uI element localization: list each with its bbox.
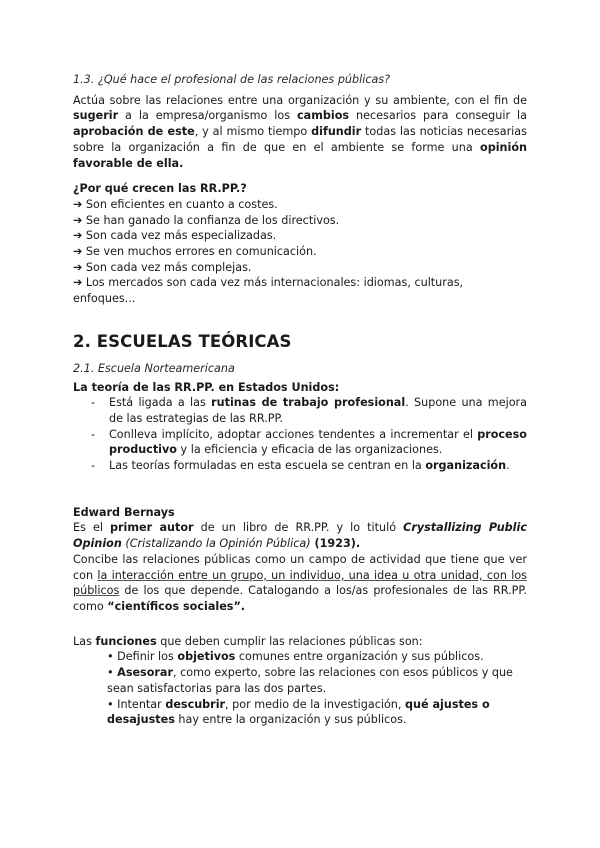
text-run: que deben cumplir las relaciones públicas son: [156, 634, 423, 648]
text-run: , como experto, sobre las relaciones con esos públicos y que sean satisfactorias para las dos partes. [107, 666, 513, 695]
text-run: Las [73, 634, 96, 648]
book-title-translation: (Cristalizando la Opinión Pública) [125, 537, 311, 551]
text-run: hay entre la organización y sus públicos. [174, 713, 407, 727]
section-2-heading: 2. ESCUELAS TEÓRICAS [73, 331, 292, 351]
text-run: • Definir los [107, 650, 178, 664]
bold-run: qué ajustes o desajustes [107, 697, 490, 727]
book-year: (1923). [310, 537, 361, 551]
list-item: ➔ Son cada vez más complejas. [73, 260, 252, 274]
list-item [91, 395, 527, 426]
text-run: necesarios para conseguir la [349, 109, 528, 123]
bold-run: objetivos [177, 650, 236, 664]
functions-lead [73, 634, 527, 650]
text-run: y la eficiencia y eficacia de las organizaciones. [176, 443, 443, 457]
text-run: . [506, 459, 510, 473]
bold-run: aprobación de este [73, 125, 195, 139]
text-run: Actúa sobre las relaciones entre una organización y su ambiente, con el fin de [73, 93, 527, 107]
text-run: Concibe las relaciones públicas como un campo de actividad que tiene que ver con [73, 552, 527, 582]
list-item [107, 649, 527, 665]
document-page [73, 70, 527, 728]
text-run: Las teorías formuladas en esta escuela se centran en la [109, 459, 426, 473]
list-item: ➔ Se ven muchos errores en comunicación. [73, 245, 317, 259]
text-run: a la empresa/organismo los [118, 109, 298, 123]
functions-list [73, 649, 527, 728]
list-item [91, 458, 527, 474]
text-run: Conlleva implícito, adoptar acciones tendentes a incrementar el [109, 427, 478, 441]
theory-lead: La teoría de las RR.PP. en Estados Unidos: [73, 380, 340, 394]
bold-run: opinión favorable de ella. [73, 140, 527, 170]
theory-list [73, 395, 527, 474]
bernays-heading: Edward Bernays [73, 505, 175, 519]
section-1-3-title: 1.3. ¿Qué hace el profesional de las relaciones públicas? [73, 73, 391, 86]
list-item [107, 665, 527, 696]
dash-marker: - [91, 459, 96, 473]
list-item: ➔ Son eficientes en cuanto a costes. [73, 197, 278, 211]
bold-run: rutinas de trabajo profesional [211, 396, 406, 410]
text-run: , por medio de la investigación, [225, 697, 406, 711]
text-run: . Supone una mejora de las estrategias de las RR.PP. [109, 396, 527, 425]
section-1-3-paragraph [73, 93, 527, 172]
text-run: , y al mismo tiempo [194, 125, 312, 139]
text-run: de los que depende. Catalogando a los/as profesionales de las RR.PP. como [73, 584, 527, 613]
bold-run: Asesorar [117, 666, 173, 680]
list-item: ➔ Son cada vez más especializadas. [73, 229, 277, 243]
why-title: ¿Por qué crecen las RR.PP.? [73, 182, 247, 196]
dash-marker: - [91, 427, 96, 441]
bernays-paragraph-2 [73, 552, 527, 615]
text-run: todas las noticias necesarias sobre la organización a fin de que en el ambiente se forme una [73, 125, 527, 154]
section-2-1-title: 2.1. Escuela Norteamericana [73, 361, 235, 375]
text-run: • Intentar [107, 697, 166, 711]
text-run: comunes entre organización y sus públicos. [235, 650, 484, 664]
text-run: Es el [73, 521, 110, 535]
bold-run: descubrir [165, 697, 226, 711]
bernays-paragraph-1 [73, 520, 527, 551]
list-item: ➔ Se han ganado la confianza de los directivos. [73, 213, 340, 227]
underlined-run: la interacción entre un grupo, un individuo, una idea u otra unidad, con los públicos [73, 568, 527, 598]
text-run: de un libro de RR.PP. y lo tituló [193, 521, 404, 535]
bold-run: cambios [297, 109, 350, 123]
bold-run: sugerir [73, 109, 119, 123]
list-item [107, 697, 527, 728]
bold-run: difundir [311, 125, 362, 139]
bold-run: proceso productivo [109, 427, 527, 457]
book-title: Crystallizing Public Opinion [73, 521, 527, 551]
reasons-list [73, 197, 527, 307]
bold-run: “científicos sociales”. [107, 599, 246, 613]
bold-run: primer autor [109, 521, 194, 535]
list-item [91, 427, 527, 458]
text-run: Está ligada a las [109, 396, 212, 410]
dash-marker: - [91, 396, 96, 410]
bold-run: organización [425, 459, 507, 473]
list-item: ➔ Los mercados son cada vez más internacionales: idiomas, culturas, enfoques... [73, 276, 464, 306]
text-run: • [107, 666, 118, 680]
bold-run: funciones [95, 634, 157, 648]
